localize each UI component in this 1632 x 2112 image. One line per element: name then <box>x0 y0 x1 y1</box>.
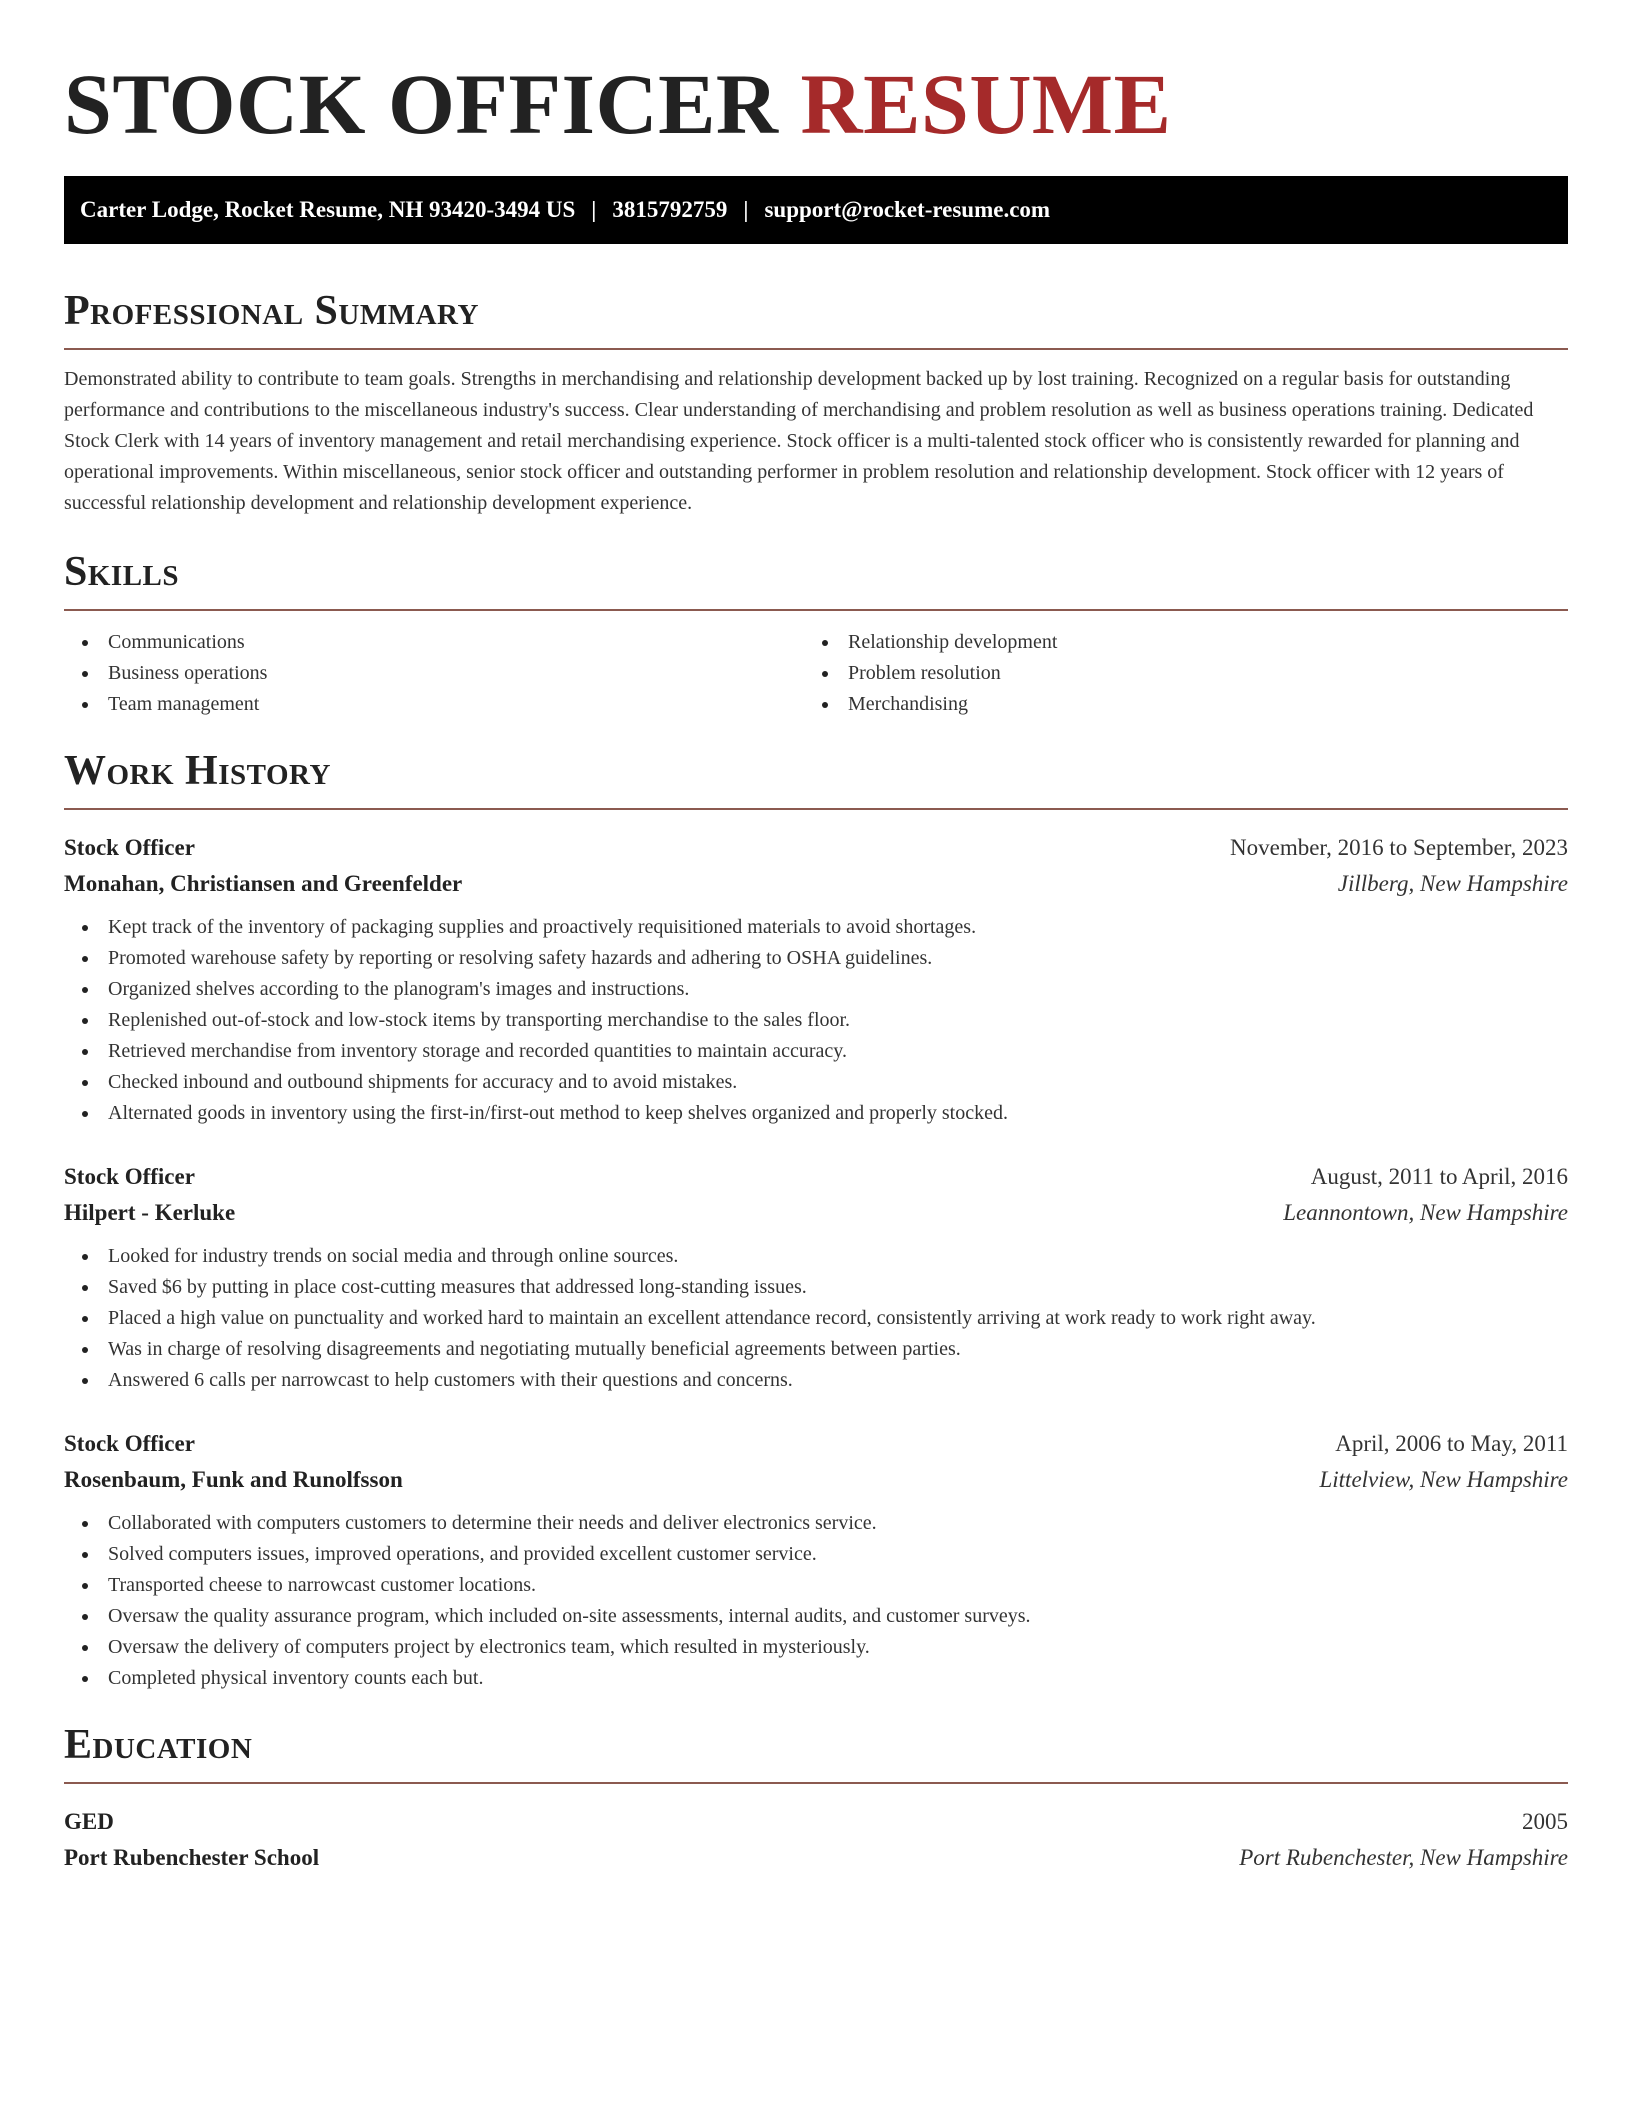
section-divider <box>64 609 1568 611</box>
job-duty: Was in charge of resolving disagreements and negotiating mutually beneficial agreements between parties. <box>64 1334 1568 1365</box>
job-location: Jillberg, New Hampshire <box>1337 871 1568 896</box>
section-divider <box>64 808 1568 810</box>
job-duty: Answered 6 calls per narrowcast to help customers with their questions and concerns. <box>64 1365 1568 1396</box>
job-title: Stock Officer <box>64 1431 195 1456</box>
job-duty: Placed a high value on punctuality and worked hard to maintain an excellent attendance record, consistently arriving at work ready to work right away. <box>64 1303 1568 1334</box>
job-duty: Completed physical inventory counts each but. <box>64 1663 1568 1694</box>
title-accent: RESUME <box>800 56 1172 152</box>
job-entry <box>64 1426 1568 1694</box>
job-dates: November, 2016 to September, 2023 <box>1230 835 1568 860</box>
job-location: Littelview, New Hampshire <box>1319 1467 1568 1492</box>
job-duty: Checked inbound and outbound shipments for accuracy and to avoid mistakes. <box>64 1067 1568 1098</box>
work-history-heading: Work History <box>64 748 331 794</box>
job-duty: Promoted warehouse safety by reporting or resolving safety hazards and adhering to OSHA guidelines. <box>64 943 1568 974</box>
education-location: Port Rubenchester, New Hampshire <box>1239 1845 1568 1870</box>
job-duty: Oversaw the delivery of computers project by electronics team, which resulted in mysteriously. <box>64 1632 1568 1663</box>
job-duty: Transported cheese to narrowcast customer locations. <box>64 1570 1568 1601</box>
skills-column-left <box>64 627 804 720</box>
title-main: STOCK OFFICER <box>64 56 779 152</box>
job-duty: Organized shelves according to the planogram's images and instructions. <box>64 974 1568 1005</box>
skill-item: Communications <box>64 627 804 658</box>
skill-item: Relationship development <box>804 627 1544 658</box>
contact-phone: 3815792759 <box>612 197 728 222</box>
job-duty: Alternated goods in inventory using the first-in/first-out method to keep shelves organized and properly stocked. <box>64 1098 1568 1129</box>
resume-title <box>64 54 1568 164</box>
job-duty: Saved $6 by putting in place cost-cutting measures that addressed long-standing issues. <box>64 1272 1568 1303</box>
skill-item: Business operations <box>64 658 804 689</box>
job-duty: Collaborated with computers customers to determine their needs and deliver electronics service. <box>64 1508 1568 1539</box>
job-duties <box>64 1241 1568 1396</box>
job-entry <box>64 1159 1568 1396</box>
section-divider <box>64 348 1568 350</box>
resume-page <box>64 0 1568 1876</box>
summary-heading: Professional Summary <box>64 288 479 334</box>
skill-item: Team management <box>64 689 804 720</box>
contact-separator: | <box>743 197 749 222</box>
job-entry <box>64 830 1568 1129</box>
summary-text: Demonstrated ability to contribute to team goals. Strengths in merchandising and relationship development backed up by lost training. Recognized on a regular basis for outstanding performance and contributions to the miscellaneous industry's success. Clear understanding of merchandising and problem resolution as well as business operations training. Dedicated Stock Clerk with 14 years of inventory management and retail merchandising experience. Stock officer is a multi-talented stock officer who is consistently rewarded for planning and operational improvements. Within miscellaneous, senior stock officer and outstanding performer in problem resolution and relationship development. Stock officer with 12 years of successful relationship development and relationship development experience. <box>64 368 1534 514</box>
contact-address: Carter Lodge, Rocket Resume, NH 93420-3494 US <box>80 197 576 222</box>
job-dates: August, 2011 to April, 2016 <box>1310 1164 1568 1189</box>
section-divider <box>64 1782 1568 1784</box>
job-duty: Retrieved merchandise from inventory storage and recorded quantities to maintain accuracy. <box>64 1036 1568 1067</box>
skills-heading: Skills <box>64 549 180 595</box>
job-duties <box>64 912 1568 1129</box>
job-duty: Looked for industry trends on social media and through online sources. <box>64 1241 1568 1272</box>
job-dates: April, 2006 to May, 2011 <box>1335 1431 1568 1456</box>
job-duty: Oversaw the quality assurance program, which included on-site assessments, internal audits, and customer surveys. <box>64 1601 1568 1632</box>
education-year: 2005 <box>1522 1809 1568 1834</box>
skills-column-right <box>804 627 1544 720</box>
job-duty: Kept track of the inventory of packaging supplies and proactively requisitioned materials to avoid shortages. <box>64 912 1568 943</box>
contact-bar <box>64 176 1568 244</box>
job-company: Rosenbaum, Funk and Runolfsson <box>64 1467 403 1492</box>
job-location: Leannontown, New Hampshire <box>1283 1200 1568 1225</box>
education-entry <box>64 1804 1568 1876</box>
job-title: Stock Officer <box>64 1164 195 1189</box>
contact-email: support@rocket-resume.com <box>764 197 1051 222</box>
education-school: Port Rubenchester School <box>64 1845 320 1870</box>
job-duty: Solved computers issues, improved operations, and provided excellent customer service. <box>64 1539 1568 1570</box>
job-duties <box>64 1508 1568 1694</box>
education-degree: GED <box>64 1809 114 1834</box>
skills-list <box>64 627 1568 720</box>
skill-item: Merchandising <box>804 689 1544 720</box>
job-title: Stock Officer <box>64 835 195 860</box>
contact-separator: | <box>591 197 597 222</box>
job-duty: Replenished out-of-stock and low-stock items by transporting merchandise to the sales floor. <box>64 1005 1568 1036</box>
job-company: Monahan, Christiansen and Greenfelder <box>64 871 463 896</box>
skill-item: Problem resolution <box>804 658 1544 689</box>
education-heading: Education <box>64 1722 253 1768</box>
job-company: Hilpert - Kerluke <box>64 1200 236 1225</box>
